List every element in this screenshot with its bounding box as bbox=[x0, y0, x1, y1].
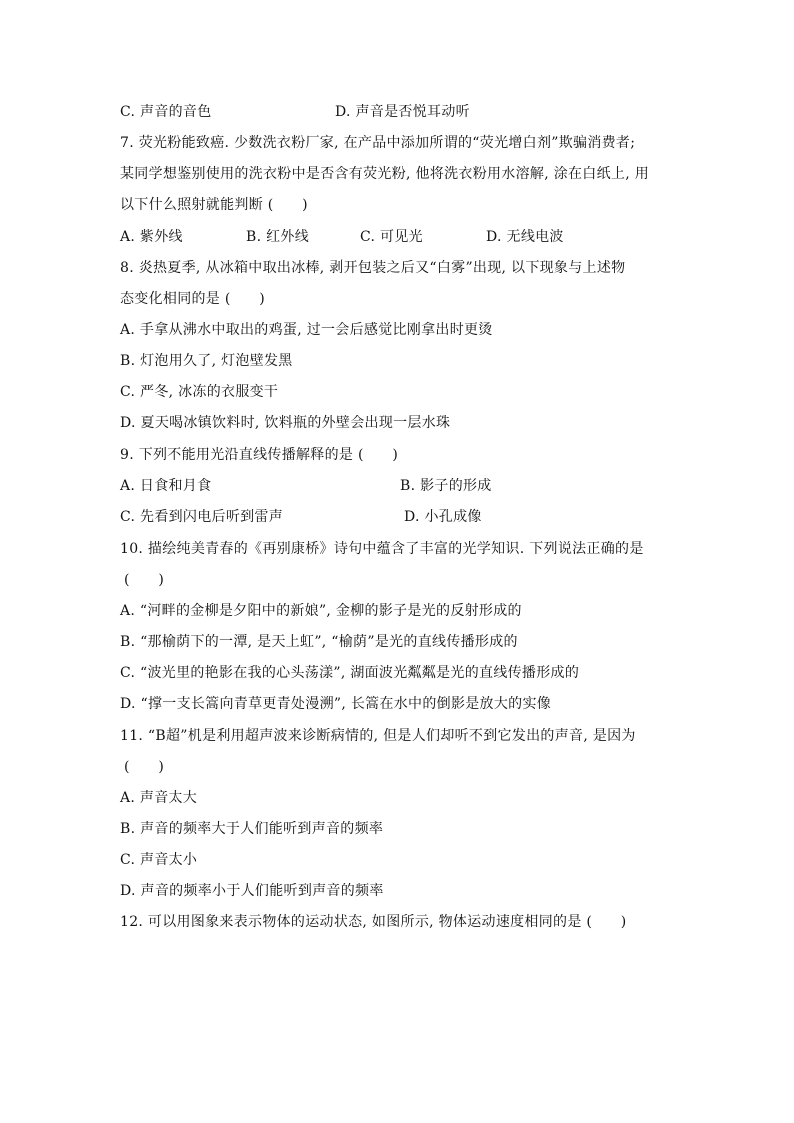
q7-option-a: A. 紫外线 bbox=[120, 229, 183, 245]
q7-option-b: B. 红外线 bbox=[246, 229, 309, 245]
q8-option-a: A. 手拿从沸水中取出的鸡蛋, 过一会后感觉比刚拿出时更烫 bbox=[120, 322, 493, 338]
q7-stem-line3: 以下什么照射就能判断 ( ) bbox=[120, 197, 308, 213]
q7-stem-line2: 某同学想鉴别使用的洗衣粉中是否含有荧光粉, 他将洗衣粉用水溶解, 涂在白纸上, 用 bbox=[120, 166, 649, 182]
q8-option-c: C. 严冬, 冰冻的衣服变干 bbox=[120, 384, 279, 400]
q10-option-c: C. “波光里的艳影在我的心头荡漾”, 湖面波光粼粼是光的直线传播形成的 bbox=[120, 665, 580, 681]
q10-stem-line2: ( ) bbox=[124, 572, 165, 588]
q11-option-a: A. 声音太大 bbox=[120, 790, 198, 806]
q8-option-b: B. 灯泡用久了, 灯泡壁发黑 bbox=[120, 353, 293, 369]
q11-option-b: B. 声音的频率大于人们能听到声音的频率 bbox=[120, 821, 384, 837]
q7-option-d: D. 无线电波 bbox=[486, 229, 564, 245]
q8-stem-line1: 8. 炎热夏季, 从冰箱中取出冰棒, 剥开包装之后又“白雾”出现, 以下现象与上述物 bbox=[120, 260, 626, 276]
q11-option-d: D. 声音的频率小于人们能听到声音的频率 bbox=[120, 883, 384, 899]
prev-option-d: D. 声音是否悦耳动听 bbox=[335, 104, 470, 120]
q10-option-a: A. “河畔的金柳是夕阳中的新娘”, 金柳的影子是光的反射形成的 bbox=[120, 603, 522, 619]
q11-stem-line2: ( ) bbox=[124, 759, 165, 775]
q9-option-c: C. 先看到闪电后听到雷声 bbox=[120, 509, 284, 525]
q8-option-d: D. 夏天喝冰镇饮料时, 饮料瓶的外壁会出现一层水珠 bbox=[120, 415, 451, 431]
q7-stem-line1: 7. 荧光粉能致癌. 少数洗衣粉厂家, 在产品中添加所谓的“荧光增白剂”欺骗消费者; bbox=[120, 135, 636, 151]
q9-option-d: D. 小孔成像 bbox=[404, 509, 482, 525]
q11-stem-line1: 11. “B超”机是利用超声波来诊断病情的, 但是人们却听不到它发出的声音, 是因为 bbox=[120, 728, 636, 744]
q12-stem: 12. 可以用图象来表示物体的运动状态, 如图所示, 物体运动速度相同的是 ( ) bbox=[120, 914, 627, 930]
q10-option-b: B. “那榆荫下的一潭, 是天上虹”, “榆荫”是光的直线传播形成的 bbox=[120, 634, 518, 650]
q9-option-a: A. 日食和月食 bbox=[120, 478, 212, 494]
prev-option-c: C. 声音的音色 bbox=[120, 104, 212, 120]
q7-option-c: C. 可见光 bbox=[360, 229, 423, 245]
q8-stem-line2: 态变化相同的是 ( ) bbox=[120, 291, 265, 307]
q11-option-c: C. 声音太小 bbox=[120, 852, 198, 868]
q9-option-b: B. 影子的形成 bbox=[400, 478, 492, 494]
q10-option-d: D. “撑一支长篙向青草更青处漫溯”, 长篙在水中的倒影是放大的实像 bbox=[120, 696, 552, 712]
q10-stem-line1: 10. 描绘纯美青春的《再别康桥》诗句中蕴含了丰富的光学知识. 下列说法正确的是 bbox=[120, 541, 644, 557]
q9-stem: 9. 下列不能用光沿直线传播解释的是 ( ) bbox=[120, 447, 399, 463]
